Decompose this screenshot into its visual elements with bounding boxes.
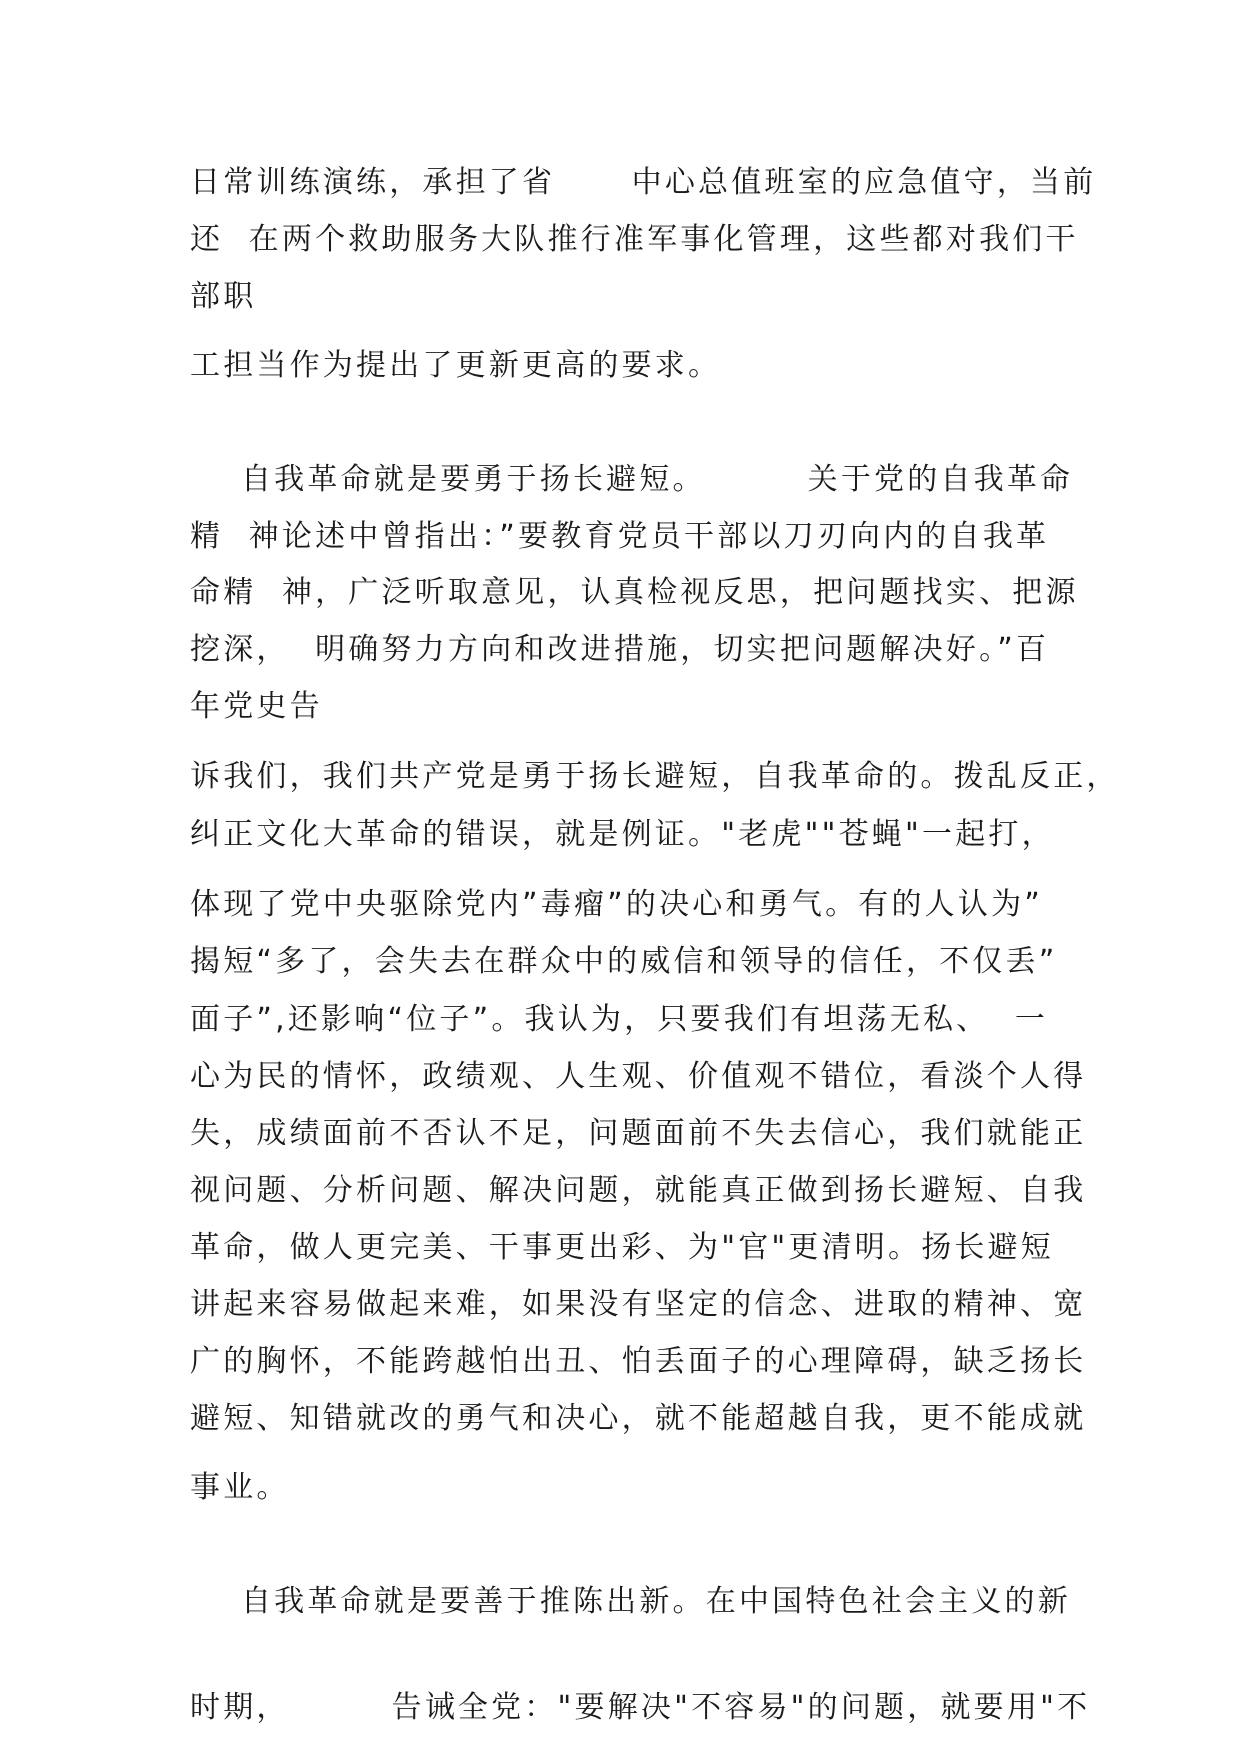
body-text-line: 心为民的情怀，政绩观、人生观、价值观不错位，看淡个人得 bbox=[190, 1059, 1087, 1094]
body-text-line: 革命，做人更完美、干事更出彩、为"官"更清明。扬长避短 bbox=[190, 1230, 1054, 1265]
body-text-line: 还 在两个救助服务大队推行准军事化管理，这些都对我们干 bbox=[190, 222, 1079, 257]
body-text-line: 讲起来容易做起来难，如果没有坚定的信念、进取的精神、宽 bbox=[190, 1287, 1087, 1322]
body-text-line: 自我革命就是要善于推陈出新。在中国特色社会主义的新 bbox=[190, 1584, 1071, 1619]
body-text-line: 揭短“多了，会失去在群众中的威信和领导的信任，不仅丢” bbox=[190, 944, 1058, 979]
body-text-line: 日常训练演练，承担了省 中心总值班室的应急值守，当前 bbox=[190, 165, 1097, 200]
body-text-line: 挖深， 明确努力方向和改进措施，切实把问题解决好。”百 bbox=[190, 632, 1050, 667]
body-text-line: 体现了党中央驱除党内”毒瘤”的决心和勇气。有的人认为” bbox=[190, 887, 1044, 922]
body-text-line: 部职 bbox=[190, 279, 257, 314]
body-text-line: 工担当作为提出了更新更高的要求。 bbox=[190, 348, 722, 383]
body-text-line: 面子”,还影响“位子”。我认为，只要我们有坦荡无私、 一 bbox=[190, 1002, 1049, 1037]
body-text-line: 纠正文化大革命的错误，就是例证。"老虎""苍蝇"一起打， bbox=[190, 817, 1055, 852]
body-text-line: 失，成绩面前不否认不足，问题面前不失去信心，我们就能正 bbox=[190, 1116, 1087, 1151]
body-text-line: 视问题、分析问题、解决问题，就能真正做到扬长避短、自我 bbox=[190, 1173, 1087, 1208]
body-text-line: 自我革命就是要勇于扬长避短。 关于党的自我革命 bbox=[190, 462, 1074, 497]
body-text-line: 事业。 bbox=[190, 1470, 290, 1505]
body-text-line: 时期， 告诫全党："要解决"不容易"的问题，就要用"不 bbox=[190, 1690, 1091, 1725]
body-text-line: 避短、知错就改的勇气和决心，就不能超越自我，更不能成就 bbox=[190, 1401, 1087, 1436]
body-text-line: 年党史告 bbox=[190, 689, 323, 724]
body-text-line: 广的胸怀，不能跨越怕出丑、怕丢面子的心理障碍，缺乏扬长 bbox=[190, 1344, 1087, 1379]
body-text-line: 命精 神，广泛听取意见，认真检视反思，把问题找实、把源 bbox=[190, 575, 1079, 610]
body-text-line: 精 神论述中曾指出：”要教育党员干部以刀刃向内的自我革 bbox=[190, 519, 1050, 554]
body-text-line: 诉我们，我们共产党是勇于扬长避短，自我革命的。拨乱反正， bbox=[190, 759, 1120, 794]
